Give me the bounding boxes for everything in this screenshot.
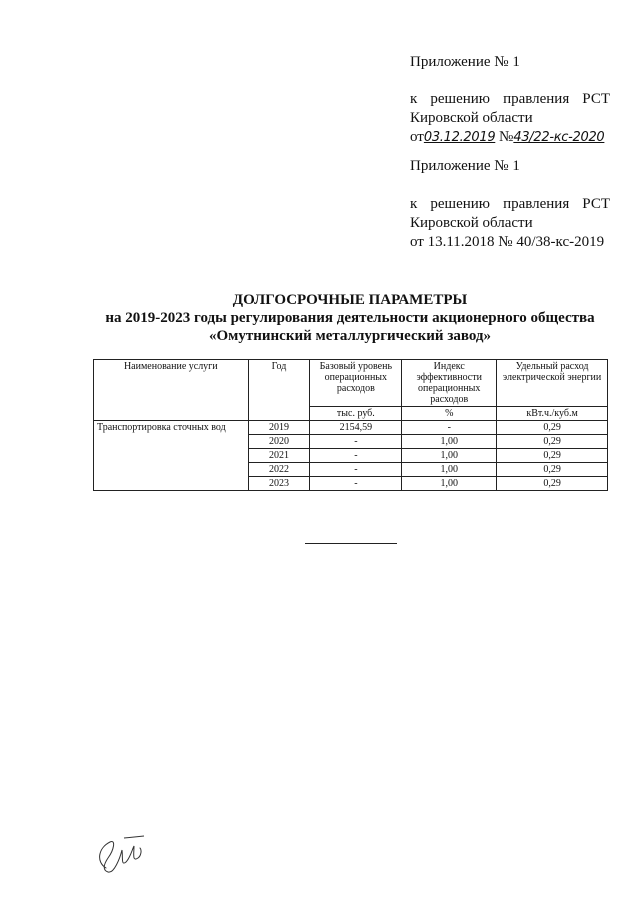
cell-base: - xyxy=(310,477,402,491)
handwritten-number: 43/22-кс-2020 xyxy=(513,130,605,145)
word: правления xyxy=(503,91,570,107)
table-header-row xyxy=(94,360,608,407)
cell-base: - xyxy=(310,435,402,449)
cell-energy: 0,29 xyxy=(497,449,608,463)
decision-line xyxy=(410,90,610,109)
company-name: «Омутнинский металлургический завод» xyxy=(208,328,492,344)
cell-index: 1,00 xyxy=(402,449,497,463)
word: решению xyxy=(430,91,490,107)
cell-year: 2021 xyxy=(248,449,310,463)
cell-energy: 0,29 xyxy=(497,421,608,435)
cell-energy: 0,29 xyxy=(497,435,608,449)
cell-base: - xyxy=(310,463,402,477)
table-row xyxy=(94,421,608,435)
document-heading: ДОЛГОСРОЧНЫЕ ПАРАМЕТРЫ xyxy=(232,292,468,308)
document-subheading: на 2019-2023 годы регулирования деятельности акционерного общества xyxy=(105,310,595,326)
attachment-block-1 xyxy=(410,53,610,147)
word: к xyxy=(410,196,418,212)
attachment-title: Приложение № 1 xyxy=(410,54,520,70)
col-energy: Удельный расход электрической энергии xyxy=(497,360,608,407)
service-name: Транспортировка сточных вод xyxy=(94,421,249,491)
word: правления xyxy=(503,196,570,212)
unit-base: тыс. руб. xyxy=(310,407,402,421)
word: РСТ xyxy=(582,196,610,212)
handwritten-date: 03.12.2019 xyxy=(423,130,496,145)
decision-line xyxy=(410,195,610,214)
parameters-table xyxy=(93,359,608,491)
word: РСТ xyxy=(582,91,610,107)
cell-index: 1,00 xyxy=(402,435,497,449)
unit-index: % xyxy=(402,407,497,421)
cell-year: 2022 xyxy=(248,463,310,477)
col-year: Год xyxy=(248,360,310,421)
cell-year: 2020 xyxy=(248,435,310,449)
cell-year: 2019 xyxy=(248,421,310,435)
cell-index: 1,00 xyxy=(402,477,497,491)
col-base: Базовый уровень операционных расходов xyxy=(310,360,402,407)
cell-base: 2154,59 xyxy=(310,421,402,435)
col-index: Индекс эффективности операционных расходов xyxy=(402,360,497,407)
attachment-title: Приложение № 1 xyxy=(410,158,520,174)
attachment-block-2 xyxy=(410,157,610,252)
region-line: Кировской области xyxy=(410,215,533,231)
cell-index: - xyxy=(402,421,497,435)
number-prefix: № xyxy=(499,129,514,145)
col-service: Наименование услуги xyxy=(94,360,249,421)
signature-icon xyxy=(92,828,152,878)
cell-year: 2023 xyxy=(248,477,310,491)
region-line: Кировской области xyxy=(410,110,533,126)
cell-energy: 0,29 xyxy=(497,477,608,491)
word: к xyxy=(410,91,418,107)
date-prefix: от xyxy=(410,129,424,145)
cell-base: - xyxy=(310,449,402,463)
unit-energy: кВт.ч./куб.м xyxy=(497,407,608,421)
word: решению xyxy=(430,196,490,212)
separator-line xyxy=(305,543,397,544)
decision-date-line: от 13.11.2018 № 40/38-кс-2019 xyxy=(410,234,605,250)
decision-date-line xyxy=(410,128,610,147)
cell-index: 1,00 xyxy=(402,463,497,477)
cell-energy: 0,29 xyxy=(497,463,608,477)
